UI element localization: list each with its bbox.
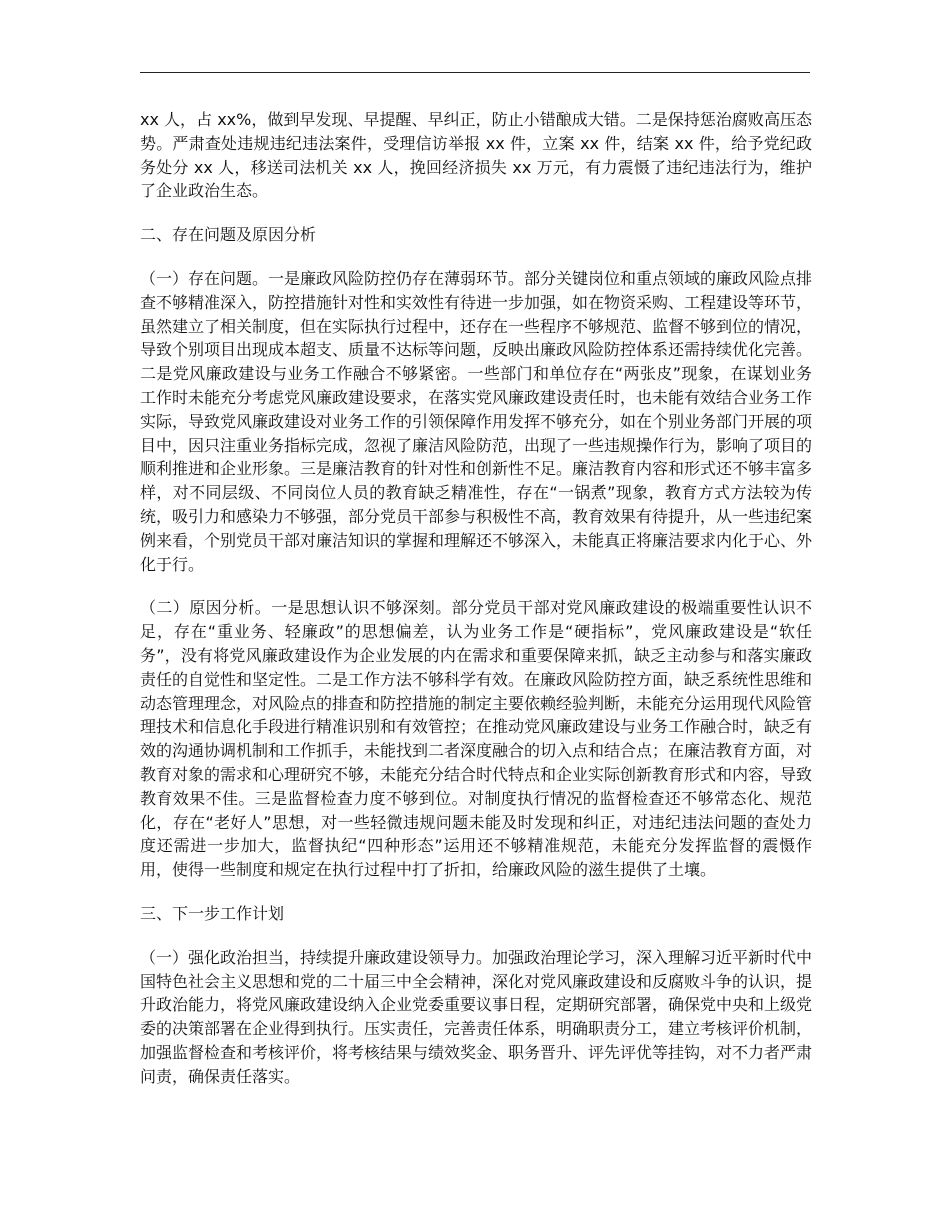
section-heading-next-plan: 三、下一步工作计划 — [140, 903, 285, 923]
document-body — [140, 108, 812, 1108]
paragraph-discipline-enforcement: xx 人，占 xx%，做到早发现、早提醒、早纠正，防止小错酿成大错。二是保持惩治腐败高压态势。严肃查处违规违纪违法案件，受理信访举报 xx 件，立案 xx 件，结案 xx 件，给予党纪政务处分 xx 人，移送司法机关 xx 人，挽回经济损失 xx 万元，有力震慑了违纪违法行为，维护了企业政治生态。 — [140, 110, 812, 201]
paragraph-existing-problems: （一）存在问题。一是廉政风险防控仍存在薄弱环节。部分关键岗位和重点领域的廉政风险点排查不够精准深入，防控措施针对性和实效性有待进一步加强，如在物资采购、工程建设等环节，虽然建立了相关制度，但在实际执行过程中，还存在一些程序不够规范、监督不够到位的情况，导致个别项目出现成本超支、质量不达标等问题，反映出廉政风险防控体系还需持续优化完善。二是党风廉政建设与业务工作融合不够紧密。一些部门和单位存在“两张皮”现象，在谋划业务工作时未能充分考虑党风廉政建设要求，在落实党风廉政建设责任时，也未能有效结合业务工作实际，导致党风廉政建设对业务工作的引领保障作用发挥不够充分，如在个别业务部门开展的项目中，因只注重业务指标完成，忽视了廉洁风险防范，出现了一些违规操作行为，影响了项目的顺利推进和企业形象。三是廉洁教育的针对性和创新性不足。廉洁教育内容和形式还不够丰富多样，对不同层级、不同岗位人员的教育缺乏精准性，存在“一锅煮”现象，教育方式方法较为传统，吸引力和感染力不够强，部分党员干部参与积极性不高，教育效果有待提升，从一些违纪案例来看，个别党员干部对廉洁知识的掌握和理解还不够深入，未能真正将廉洁要求内化于心、外化于行。 — [140, 268, 813, 574]
section-heading-problems: 二、存在问题及原因分析 — [140, 225, 317, 245]
header-rule — [140, 72, 810, 73]
paragraph-cause-analysis: （二）原因分析。一是思想认识不够深刻。部分党员干部对党风廉政建设的极端重要性认识不足，存在“重业务、轻廉政”的思想偏差，认为业务工作是“硬指标”，党风廉政建设是“软任务”，没有将党风廉政建设作为企业发展的内在需求和重要保障来抓，缺乏主动参与和落实廉政责任的自觉性和坚定性。二是工作方法不够科学有效。在廉政风险防控方面，缺乏系统性思维和动态管理理念，对风险点的排查和防控措施的制定主要依赖经验判断，未能充分运用现代风险管理技术和信息化手段进行精准识别和有效管控；在推动党风廉政建设与业务工作融合时，缺乏有效的沟通协调机制和工作抓手，未能找到二者深度融合的切入点和结合点；在廉洁教育方面，对教育对象的需求和心理研究不够，未能充分结合时代特点和企业实际创新教育形式和内容，导致教育效果不佳。三是监督检查力度不够到位。对制度执行情况的监督检查还不够常态化、规范化，存在“老好人”思想，对一些轻微违规问题未能及时发现和纠正，对违纪违法问题的查处力度还需进一步加大，监督执纪“四种形态”运用还不够精准规范，未能充分发挥监督的震慑作用，使得一些制度和规定在执行过程中打了折扣，给廉政风险的滋生提供了土壤。 — [140, 598, 813, 880]
paragraph-political-responsibility: （一）强化政治担当，持续提升廉政建设领导力。加强政治理论学习，深入理解习近平新时代中国特色社会主义思想和党的二十届三中全会精神，深化对党风廉政建设和反腐败斗争的认识，提升政治能力，将党风廉政建设纳入企业党委重要议事日程，定期研究部署，确保党中央和上级党委的决策部署在企业得到执行。压实责任，完善责任体系，明确职责分工，建立考核评价机制，加强监督检查和考核评价，将考核结果与绩效奖金、职务晋升、评先评优等挂钩，对不力者严肃问责，确保责任落实。 — [140, 947, 813, 1086]
